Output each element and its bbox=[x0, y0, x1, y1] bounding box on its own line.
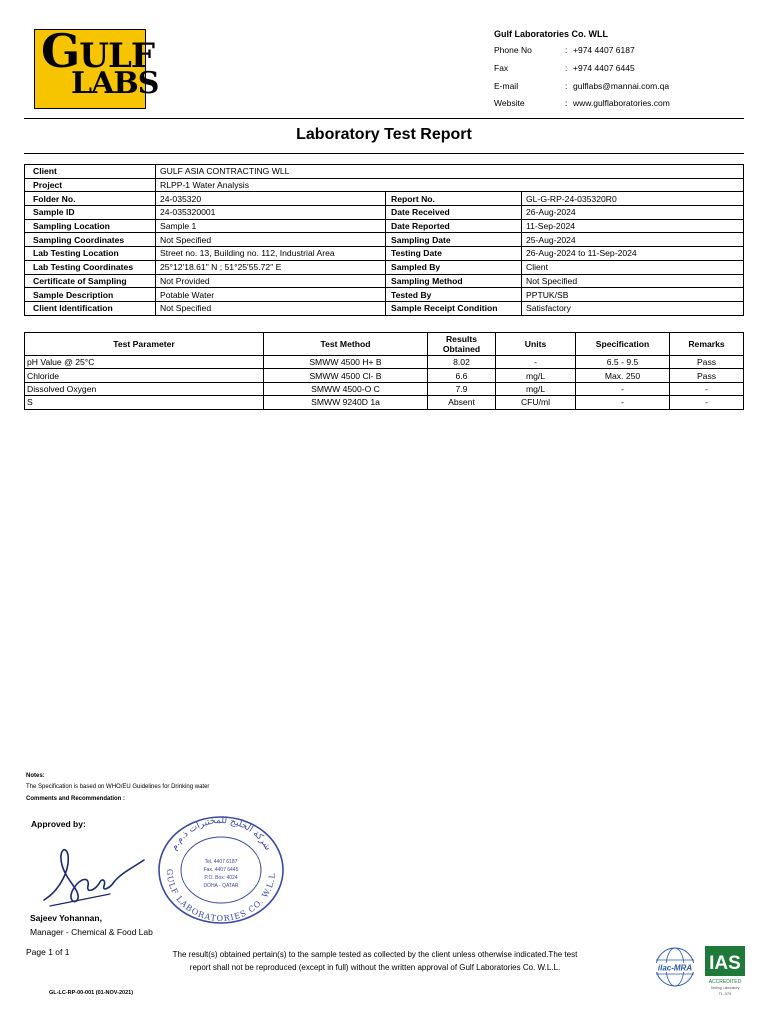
seal-english-text: GULF LABORATORIES CO. W.L.L bbox=[164, 868, 278, 924]
info-value: GL-G-RP-24-035320R0 bbox=[522, 192, 744, 206]
disclaimer-line-1: The result(s) obtained pertain(s) to the sample tested as collected by the client unless otherwise indicated.The test bbox=[172, 950, 578, 959]
info-label: Date Reported bbox=[386, 219, 522, 233]
cell-remarks: Pass bbox=[670, 369, 744, 382]
logo-line-1: GULF bbox=[41, 24, 154, 78]
ias-text: IAS bbox=[709, 953, 741, 974]
svg-text:شركة الخليج للمختبرات ذ.م.م bbox=[169, 816, 272, 852]
cell-specification: - bbox=[576, 396, 670, 409]
notes-heading: Notes: bbox=[26, 773, 45, 779]
comments-heading: Comments and Recommendation : bbox=[26, 796, 126, 802]
disclaimer-line-2: report shall not be reproduced (except in full) without the written approval of Gulf Laboratories Co. W.L.L. bbox=[189, 963, 561, 972]
col-header-test-parameter: Test Parameter bbox=[25, 333, 264, 356]
cell-method: SMWW 4500-O C bbox=[264, 382, 428, 395]
table-row bbox=[25, 396, 744, 409]
info-row bbox=[25, 274, 744, 288]
col-header-units: Units bbox=[496, 333, 576, 356]
info-label: Client bbox=[25, 165, 156, 179]
seal-line: DOHA - QATAR bbox=[203, 883, 239, 889]
seal-line: P.O. Box: 4024 bbox=[204, 875, 238, 881]
info-label: Date Received bbox=[386, 206, 522, 220]
table-row bbox=[25, 382, 744, 395]
info-value: RLPP-1 Water Analysis bbox=[156, 178, 744, 192]
company-name: Gulf Laboratories Co. WLL bbox=[494, 29, 608, 39]
info-row bbox=[25, 219, 744, 233]
info-row bbox=[25, 260, 744, 274]
info-value: 11-Sep-2024 bbox=[522, 219, 744, 233]
ias-accredited-text: ACCREDITED bbox=[708, 979, 742, 985]
info-value: 26-Aug-2024 bbox=[522, 206, 744, 220]
disclaimer-text bbox=[140, 948, 610, 974]
info-label: Lab Testing Coordinates bbox=[25, 260, 156, 274]
info-label: Testing Date bbox=[386, 247, 522, 261]
info-label: Report No. bbox=[386, 192, 522, 206]
cell-method: SMWW 4500 Cl- B bbox=[264, 369, 428, 382]
ilac-text: ilac-MRA bbox=[657, 963, 693, 973]
col-header-test-method: Test Method bbox=[264, 333, 428, 356]
info-label: Lab Testing Location bbox=[25, 247, 156, 261]
header-divider bbox=[24, 118, 744, 119]
ias-code-text: TL-375 bbox=[718, 991, 732, 996]
info-row bbox=[25, 288, 744, 302]
info-value: 26-Aug-2024 to 11-Sep-2024 bbox=[522, 247, 744, 261]
cell-result: 6.6 bbox=[428, 369, 496, 382]
ias-accredited-logo bbox=[705, 946, 745, 998]
cell-result: Absent bbox=[428, 396, 496, 409]
cell-parameter: Dissolved Oxygen bbox=[25, 382, 264, 395]
contact-value: +974 4407 6187 bbox=[573, 45, 635, 55]
cell-units: CFU/ml bbox=[496, 396, 576, 409]
info-value: Not Specified bbox=[522, 274, 744, 288]
cell-parameter: pH Value @ 25°C bbox=[25, 356, 264, 369]
info-label: Sample ID bbox=[25, 206, 156, 220]
contact-value: gulflabs@mannai.com.qa bbox=[573, 81, 670, 91]
info-row-client bbox=[25, 165, 744, 179]
info-row bbox=[25, 233, 744, 247]
ilac-mra-logo bbox=[650, 946, 700, 992]
contact-label: Fax bbox=[494, 63, 509, 73]
cell-specification: Max. 250 bbox=[576, 369, 670, 382]
seal-arabic-text: شركة الخليج للمختبرات ذ.م.م bbox=[169, 815, 273, 853]
form-number: GL-LC-RP-00-001 (01-NOV-2021) bbox=[49, 990, 134, 996]
col-header-results: Results Obtained bbox=[428, 333, 496, 356]
cell-remarks: - bbox=[670, 396, 744, 409]
cell-result: 7.9 bbox=[428, 382, 496, 395]
info-label: Project bbox=[25, 178, 156, 192]
info-value: Satisfactory bbox=[522, 301, 744, 315]
info-value: 25-Aug-2024 bbox=[522, 233, 744, 247]
gulf-labs-logo bbox=[34, 24, 159, 109]
cell-method: SMWW 4500 H+ B bbox=[264, 356, 428, 369]
info-value: 25°12'18.61" N ; 51°25'55.72" E bbox=[156, 260, 386, 274]
company-seal-stamp bbox=[153, 813, 289, 926]
info-label: Sampling Location bbox=[25, 219, 156, 233]
cell-parameter: Chloride bbox=[25, 369, 264, 382]
cell-units: mg/L bbox=[496, 382, 576, 395]
approver-name: Sajeev Yohannan, bbox=[30, 913, 102, 923]
info-row bbox=[25, 301, 744, 315]
approver-title: Manager - Chemical & Food Lab bbox=[30, 927, 153, 937]
info-value: GULF ASIA CONTRACTING WLL bbox=[156, 165, 744, 179]
info-label: Sample Description bbox=[25, 288, 156, 302]
info-label: Sampled By bbox=[386, 260, 522, 274]
info-label: Client Identification bbox=[25, 301, 156, 315]
cell-method: SMWW 9240D 1a bbox=[264, 396, 428, 409]
info-value: Not Specified bbox=[156, 301, 386, 315]
info-label: Certificate of Sampling bbox=[25, 274, 156, 288]
info-value: Street no. 13, Building no. 112, Industrial Area bbox=[156, 247, 386, 261]
cell-parameter: S bbox=[25, 396, 264, 409]
info-row bbox=[25, 247, 744, 261]
info-value: Client bbox=[522, 260, 744, 274]
contact-value: +974 4407 6445 bbox=[573, 63, 635, 73]
cell-specification: 6.5 - 9.5 bbox=[576, 356, 670, 369]
col-header-remarks: Remarks bbox=[670, 333, 744, 356]
seal-line: Tel. 4407 6187 bbox=[204, 859, 238, 865]
approved-by-label: Approved by: bbox=[31, 819, 86, 829]
logo-line-2: LABS bbox=[71, 66, 159, 101]
cell-result: 8.02 bbox=[428, 356, 496, 369]
title-divider bbox=[24, 153, 744, 154]
cell-units: - bbox=[496, 356, 576, 369]
info-value: 24-035320 bbox=[156, 192, 386, 206]
results-header-row bbox=[25, 333, 744, 356]
info-value: Not Specified bbox=[156, 233, 386, 247]
cell-remarks: Pass bbox=[670, 356, 744, 369]
info-label: Folder No. bbox=[25, 192, 156, 206]
contact-value: www.gulflaboratories.com bbox=[573, 98, 670, 108]
info-row-project bbox=[25, 178, 744, 192]
contact-label: Phone No bbox=[494, 45, 532, 55]
sample-info-table bbox=[24, 164, 744, 316]
info-label: Tested By bbox=[386, 288, 522, 302]
results-table bbox=[24, 332, 744, 410]
ias-testing-text: Testing Laboratory bbox=[710, 986, 740, 990]
info-value: Potable Water bbox=[156, 288, 386, 302]
info-label: Sampling Method bbox=[386, 274, 522, 288]
seal-line: Fax. 4407 6445 bbox=[203, 867, 239, 873]
contact-label: Website bbox=[494, 98, 525, 108]
table-row bbox=[25, 356, 744, 369]
cell-specification: - bbox=[576, 382, 670, 395]
info-value: Not Provided bbox=[156, 274, 386, 288]
contact-label: E-mail bbox=[494, 81, 519, 91]
page-number: Page 1 of 1 bbox=[26, 947, 70, 957]
info-label: Sampling Date bbox=[386, 233, 522, 247]
notes-text: The Specification is based on WHO/EU Guidelines for Drinking water bbox=[26, 784, 210, 790]
col-header-specification: Specification bbox=[576, 333, 670, 356]
info-label: Sampling Coordinates bbox=[25, 233, 156, 247]
table-row bbox=[25, 369, 744, 382]
report-title: Laboratory Test Report bbox=[296, 126, 472, 143]
info-label: Sample Receipt Condition bbox=[386, 301, 522, 315]
signature-image bbox=[40, 840, 150, 912]
info-row bbox=[25, 206, 744, 220]
info-value: Sample 1 bbox=[156, 219, 386, 233]
info-row bbox=[25, 192, 744, 206]
info-value: 24-035320001 bbox=[156, 206, 386, 220]
info-value: PPTUK/SB bbox=[522, 288, 744, 302]
cell-remarks: - bbox=[670, 382, 744, 395]
cell-units: mg/L bbox=[496, 369, 576, 382]
